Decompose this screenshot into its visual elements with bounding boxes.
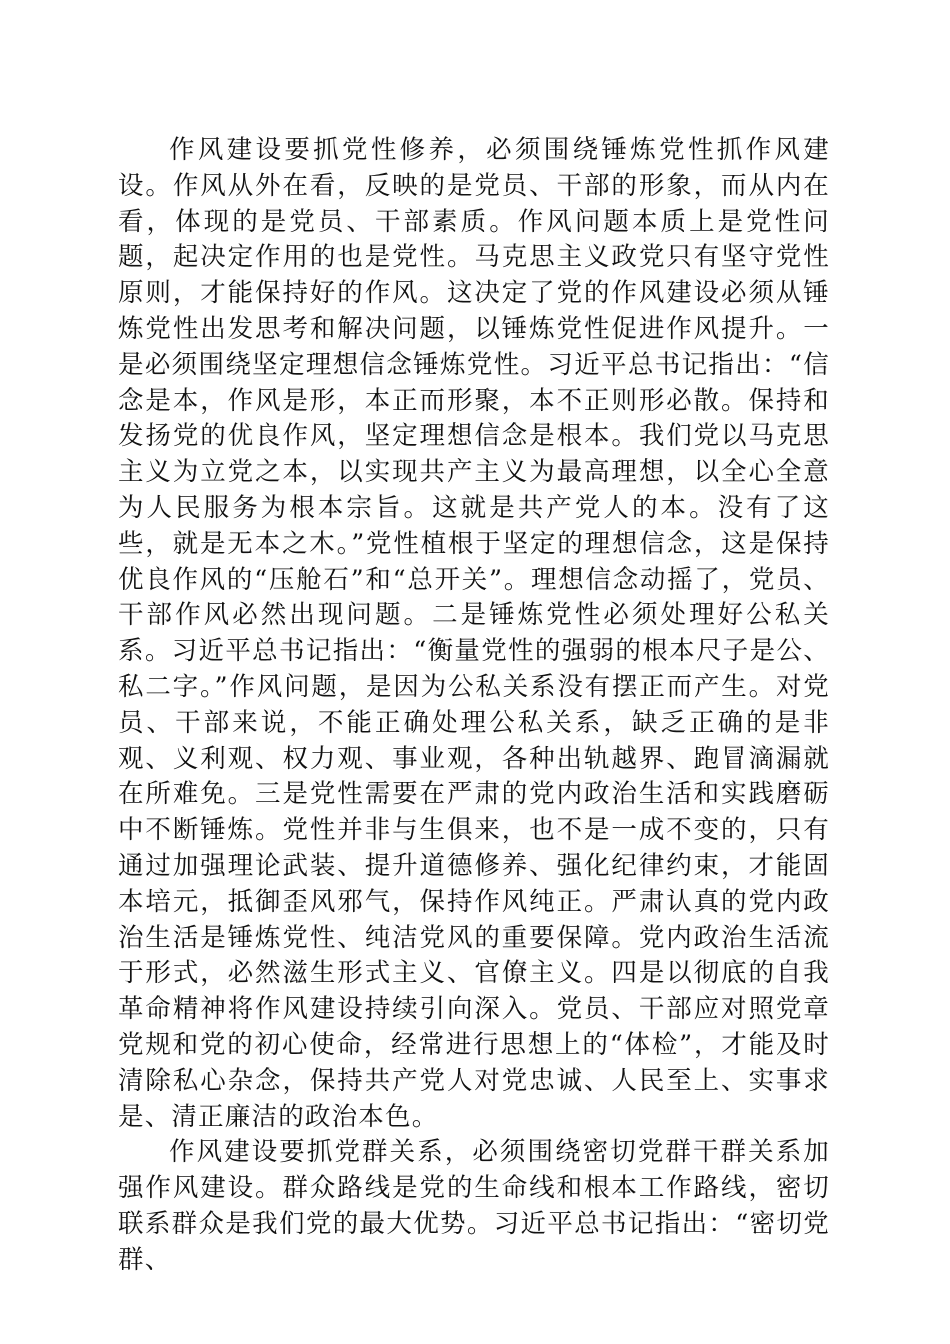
document-page xyxy=(118,133,830,1279)
paragraph-party-masses: 作风建设要抓党群关系，必须围绕密切党群干群关系加强作风建设。群众路线是党的生命线和根本工作路线，密切联系群众是我们党的最大优势。习近平总书记指出：“密切党群、 xyxy=(118,1137,830,1275)
paragraph-party-spirit: 作风建设要抓党性修养，必须围绕锤炼党性抓作风建设。作风从外在看，反映的是党员、干部的形象，而从内在看，体现的是党员、干部素质。作风问题本质上是党性问题，起决定作用的也是党性。马克思主义政党只有坚守党性原则，才能保持好的作风。这决定了党的作风建设必须从锤炼党性出发思考和解决问题，以锤炼党性促进作风提升。一是必须围绕坚定理想信念锤炼党性。习近平总书记指出：“信念是本，作风是形，本正而形聚，本不正则形必散。保持和发扬党的优良作风，坚定理想信念是根本。我们党以马克思主义为立党之本，以实现共产主义为最高理想，以全心全意为人民服务为根本宗旨。这就是共产党人的本。没有了这些，就是无本之木。”党性植根于坚定的理想信念，这是保持优良作风的“压舱石”和“总开关”。理想信念动摇了，党员、干部作风必然出现问题。二是锤炼党性必须处理好公私关系。习近平总书记指出：“衡量党性的强弱的根本尺子是公、私二字。”作风问题，是因为公私关系没有摆正而产生。对党员、干部来说，不能正确处理公私关系，缺乏正确的是非观、义利观、权力观、事业观，各种出轨越界、跑冒滴漏就在所难免。三是党性需要在严肃的党内政治生活和实践磨砺中不断锤炼。党性并非与生俱来，也不是一成不变的，只有通过加强理论武装、提升道德修养、强化纪律约束，才能固本培元，抵御歪风邪气，保持作风纯正。严肃认真的党内政治生活是锤炼党性、纯洁党风的重要保障。党内政治生活流于形式，必然滋生形式主义、官僚主义。四是以彻底的自我革命精神将作风建设持续引向深入。党员、干部应对照党章党规和党的初心使命，经常进行思想上的“体检”，才能及时清除私心杂念，保持共产党人对党忠诚、人民至上、实事求是、清正廉洁的政治本色。 xyxy=(118,135,830,1132)
